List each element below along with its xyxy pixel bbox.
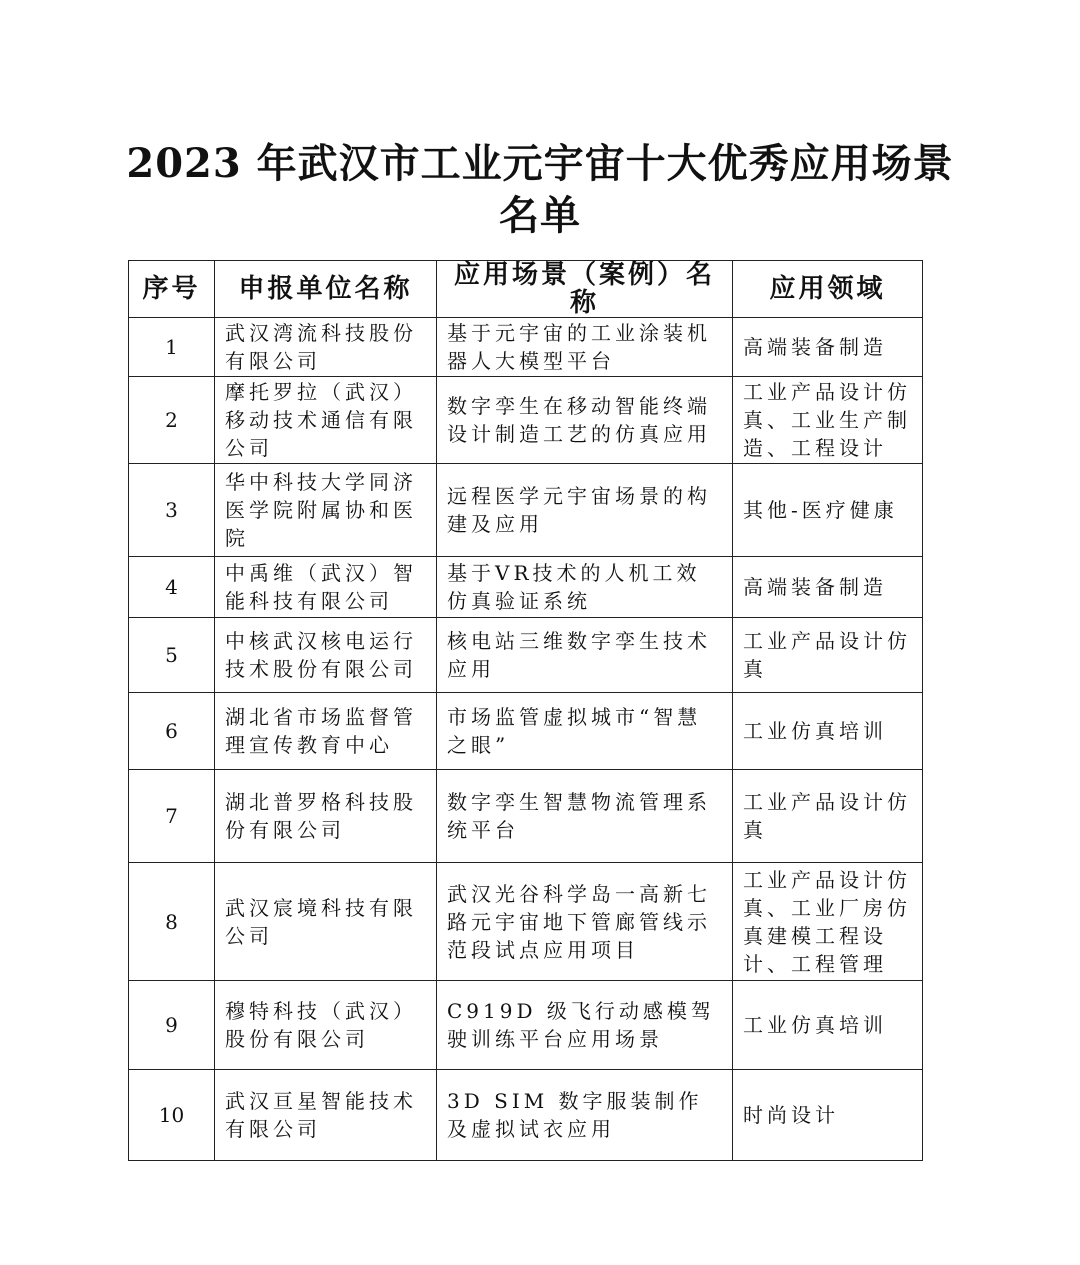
row-field: 工业产品设计仿真、工业厂房仿真建模工程设计、工程管理 xyxy=(733,863,923,981)
row-scene: 数字孪生在移动智能终端设计制造工艺的仿真应用 xyxy=(437,377,733,464)
page-title xyxy=(0,138,1080,242)
row-field: 高端装备制造 xyxy=(733,557,923,618)
row-scene: 市场监管虚拟城市“智慧之眼” xyxy=(437,693,733,770)
table-row xyxy=(129,377,923,464)
row-number: 8 xyxy=(129,863,215,981)
row-number: 3 xyxy=(129,464,215,557)
row-number: 10 xyxy=(129,1070,215,1161)
page-title-line2: 名单 xyxy=(499,192,581,239)
row-scene: 数字孪生智慧物流管理系统平台 xyxy=(437,770,733,863)
page-title-line1: 2023 年武汉市工业元宇宙十大优秀应用场景 xyxy=(126,140,954,187)
row-number: 6 xyxy=(129,693,215,770)
table-header-row xyxy=(129,261,923,318)
scene-list-table xyxy=(128,260,923,1161)
row-scene: 基于元宇宙的工业涂装机器人大模型平台 xyxy=(437,318,733,377)
row-number: 9 xyxy=(129,981,215,1070)
row-scene: 基于VR技术的人机工效仿真验证系统 xyxy=(437,557,733,618)
row-unit: 湖北省市场监督管理宣传教育中心 xyxy=(215,693,437,770)
row-unit: 湖北普罗格科技股份有限公司 xyxy=(215,770,437,863)
row-unit: 中禹维（武汉）智能科技有限公司 xyxy=(215,557,437,618)
table-row xyxy=(129,770,923,863)
row-unit: 武汉宸境科技有限公司 xyxy=(215,863,437,981)
row-number: 2 xyxy=(129,377,215,464)
row-scene: 核电站三维数字孪生技术应用 xyxy=(437,618,733,693)
table-row xyxy=(129,318,923,377)
table-row xyxy=(129,981,923,1070)
row-field: 工业产品设计仿真 xyxy=(733,618,923,693)
header-serial: 序号 xyxy=(129,261,215,318)
table-row xyxy=(129,863,923,981)
header-field: 应用领域 xyxy=(733,261,923,318)
row-field: 工业产品设计仿真 xyxy=(733,770,923,863)
row-number: 5 xyxy=(129,618,215,693)
row-number: 4 xyxy=(129,557,215,618)
row-unit: 武汉亘星智能技术有限公司 xyxy=(215,1070,437,1161)
table-row xyxy=(129,464,923,557)
row-field: 其他-医疗健康 xyxy=(733,464,923,557)
row-unit: 华中科技大学同济医学院附属协和医院 xyxy=(215,464,437,557)
row-field: 工业产品设计仿真、工业生产制造、工程设计 xyxy=(733,377,923,464)
row-field: 工业仿真培训 xyxy=(733,981,923,1070)
header-scene: 应用场景（案例）名称 xyxy=(437,261,733,318)
table-row xyxy=(129,1070,923,1161)
row-unit: 穆特科技（武汉）股份有限公司 xyxy=(215,981,437,1070)
row-field: 高端装备制造 xyxy=(733,318,923,377)
row-unit: 摩托罗拉（武汉）移动技术通信有限公司 xyxy=(215,377,437,464)
table-row xyxy=(129,618,923,693)
row-unit: 武汉湾流科技股份有限公司 xyxy=(215,318,437,377)
row-scene: 远程医学元宇宙场景的构建及应用 xyxy=(437,464,733,557)
row-scene: C919D 级飞行动感模驾驶训练平台应用场景 xyxy=(437,981,733,1070)
row-scene: 3D SIM 数字服装制作及虚拟试衣应用 xyxy=(437,1070,733,1161)
row-number: 7 xyxy=(129,770,215,863)
table-row xyxy=(129,557,923,618)
row-field: 工业仿真培训 xyxy=(733,693,923,770)
row-number: 1 xyxy=(129,318,215,377)
table-row xyxy=(129,693,923,770)
row-field: 时尚设计 xyxy=(733,1070,923,1161)
row-unit: 中核武汉核电运行技术股份有限公司 xyxy=(215,618,437,693)
row-scene: 武汉光谷科学岛一高新七路元宇宙地下管廊管线示范段试点应用项目 xyxy=(437,863,733,981)
header-unit: 申报单位名称 xyxy=(215,261,437,318)
